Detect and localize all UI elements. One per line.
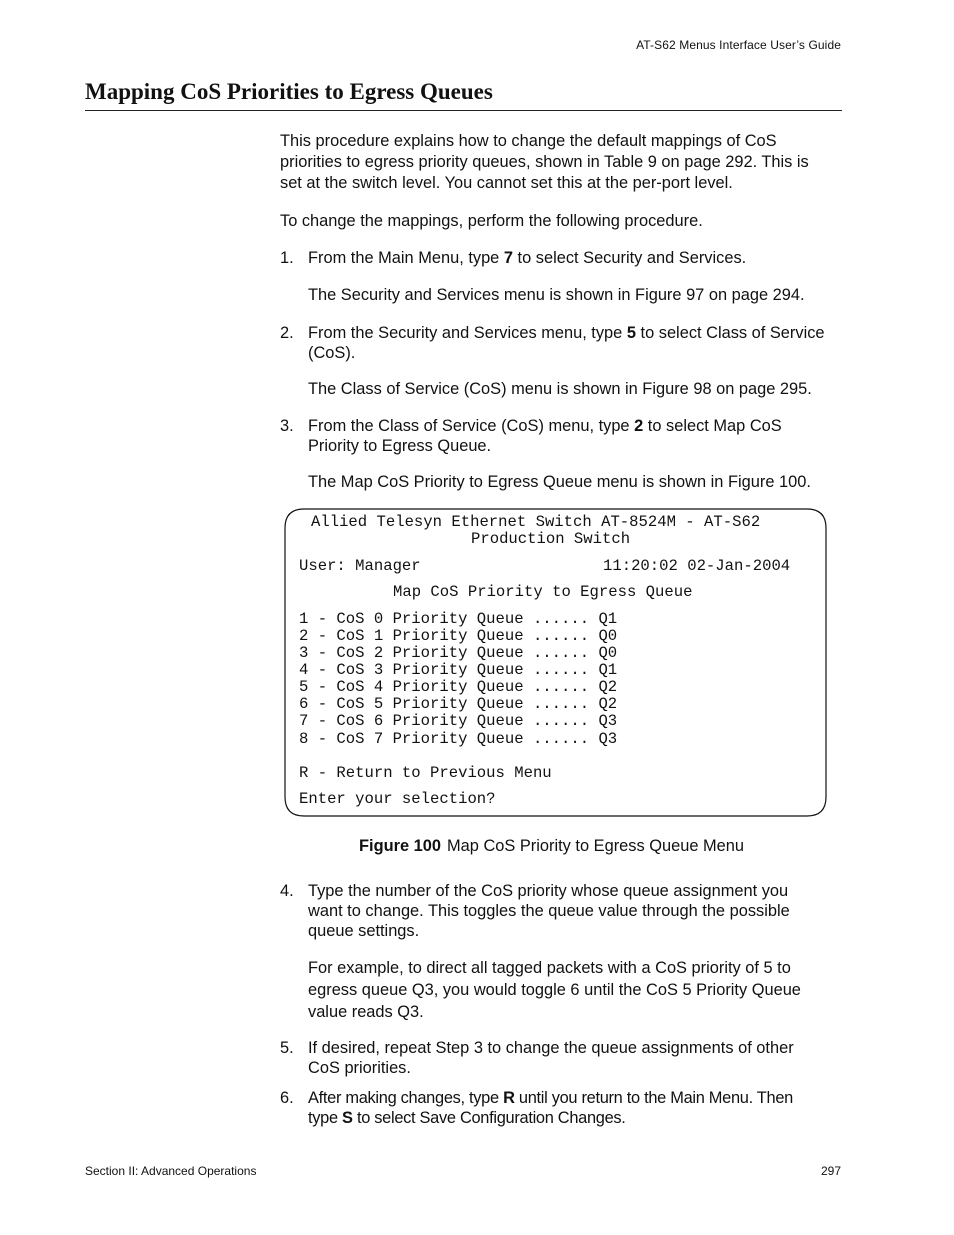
title-rule xyxy=(85,110,842,111)
menu-item-2[interactable]: 2 - CoS 1 Priority Queue ...... Q0 xyxy=(299,627,618,645)
step-text: From the Class of Service (CoS) menu, type 2 to select Map CoS Priority to Egress Queue. xyxy=(308,417,782,455)
key-s: S xyxy=(342,1109,353,1127)
step-number: 5. xyxy=(280,1039,294,1057)
intro-line-3: set at the switch level. You cannot set this at the per-port level. xyxy=(280,174,733,192)
step-1-note: The Security and Services menu is shown in Figure 97 on page 294. xyxy=(308,286,805,304)
intro-line-1: This procedure explains how to change the default mappings of CoS xyxy=(280,132,777,150)
terminal-screen xyxy=(284,508,827,817)
key-r: R xyxy=(503,1089,515,1107)
menu-item-1[interactable]: 1 - CoS 0 Priority Queue ...... Q1 xyxy=(299,610,618,628)
step-2-note: The Class of Service (CoS) menu is shown in Figure 98 on page 295. xyxy=(308,380,812,398)
key-2: 2 xyxy=(634,417,644,435)
figure-title: Map CoS Priority to Egress Queue Menu xyxy=(447,837,744,855)
key-5: 5 xyxy=(626,324,636,342)
menu-item-6[interactable]: 6 - CoS 5 Priority Queue ...... Q2 xyxy=(299,695,618,713)
menu-item-5[interactable]: 5 - CoS 4 Priority Queue ...... Q2 xyxy=(299,678,618,696)
step-text: From the Security and Services menu, type 5 to select Class of Service (CoS). xyxy=(308,324,825,362)
step-text: If desired, repeat Step 3 to change the queue assignments of other CoS priorities. xyxy=(308,1039,794,1077)
step-4-note: For example, to direct all tagged packets with a CoS priority of 5 to egress queue Q3, you would toggle 6 until the CoS 5 Priority Queue value reads Q3. xyxy=(308,959,801,1021)
step-text: After making changes, type R until you return to the Main Menu. Then type S to select Save Configuration Changes. xyxy=(308,1089,793,1127)
intro-line-2: priorities to egress priority queues, shown in Table 9 on page 292. This is xyxy=(280,153,809,171)
step-number: 6. xyxy=(280,1089,294,1107)
terminal-title-line-1: Allied Telesyn Ethernet Switch AT-8524M - AT-S62 xyxy=(311,513,761,531)
step-number: 2. xyxy=(280,324,294,342)
step-text: From the Main Menu, type 7 to select Security and Services. xyxy=(308,249,747,267)
section-title: Mapping CoS Priorities to Egress Queues xyxy=(85,79,493,104)
terminal-datetime: 11:20:02 02-Jan-2004 xyxy=(603,557,791,575)
figure-caption xyxy=(359,836,744,856)
running-head: AT-S62 Menus Interface User’s Guide xyxy=(636,38,841,52)
footer-section: Section II: Advanced Operations xyxy=(85,1164,257,1178)
figure-label: Figure 100 xyxy=(359,837,441,855)
menu-item-3[interactable]: 3 - CoS 2 Priority Queue ...... Q0 xyxy=(299,644,618,662)
menu-item-return[interactable]: R - Return to Previous Menu xyxy=(299,764,552,782)
menu-item-8[interactable]: 8 - CoS 7 Priority Queue ...... Q3 xyxy=(299,730,618,748)
step-3-note: The Map CoS Priority to Egress Queue menu is shown in Figure 100. xyxy=(308,473,811,491)
step-text: Type the number of the CoS priority whose queue assignment you want to change. This toggles the queue value through the possible queue settings. xyxy=(308,882,790,940)
menu-item-4[interactable]: 4 - CoS 3 Priority Queue ...... Q1 xyxy=(299,661,618,679)
terminal-user: User: Manager xyxy=(299,557,421,575)
key-7: 7 xyxy=(503,249,513,267)
menu-item-7[interactable]: 7 - CoS 6 Priority Queue ...... Q3 xyxy=(299,712,618,730)
terminal-menu-title: Map CoS Priority to Egress Queue xyxy=(393,583,693,601)
selection-prompt[interactable]: Enter your selection? xyxy=(299,790,496,808)
page-number: 297 xyxy=(820,1164,841,1178)
step-number: 3. xyxy=(280,417,294,435)
step-number: 1. xyxy=(280,249,294,267)
step-number: 4. xyxy=(280,882,294,900)
terminal-title-line-2: Production Switch xyxy=(471,530,631,548)
lead-paragraph: To change the mappings, perform the following procedure. xyxy=(280,212,703,230)
